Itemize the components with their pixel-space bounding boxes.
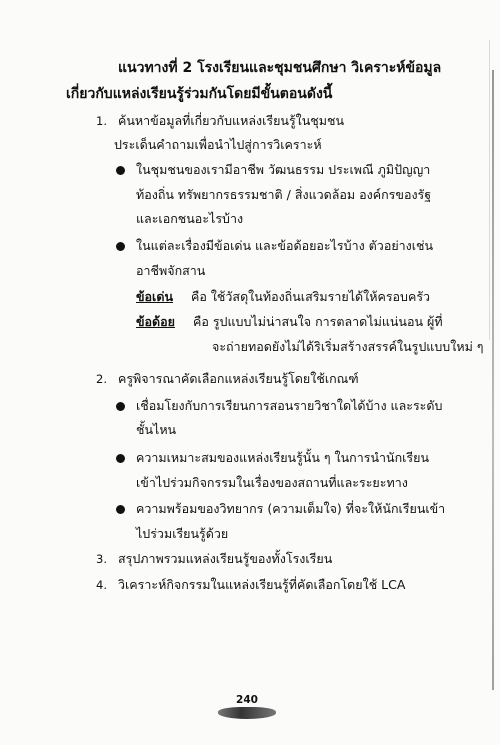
- item-number: 4.: [96, 578, 107, 592]
- bullet-line: ชั้นไหน: [136, 422, 177, 437]
- pros-label: ข้อเด่น: [136, 289, 173, 304]
- item-text: ครูพิจารณาคัดเลือกแหล่งเรียนรู้โดยใช้เกณฑ์: [117, 371, 359, 386]
- bullet-line: เข้าไปร่วมกิจกรรมในเรื่องของสถานที่และระยะทาง: [136, 475, 408, 490]
- item-text: วิเคราะห์กิจกรรมในแหล่งเรียนรู้ที่คัดเลือกโดยใช้ LCA: [117, 577, 406, 592]
- heading-line-1: แนวทางที่ 2 โรงเรียนและชุมชนศึกษา วิเคราะห์ข้อมูล: [118, 60, 442, 76]
- bullet-line: ความเหมาะสมของแหล่งเรียนรู้นั้น ๆ ในการนำนักเรียน: [136, 450, 430, 465]
- page-edge-line: [489, 40, 490, 340]
- bullet-icon: [116, 454, 125, 463]
- bullet-line: เชื่อมโยงกับการเรียนการสอนรายวิชาใดได้บ้าง และระดับ: [136, 398, 443, 413]
- item-3: [96, 551, 332, 567]
- bullet-line: และเอกชนอะไรบ้าง: [136, 211, 244, 226]
- item-1-continuation: ประเด็นคำถามเพื่อนำไปสู่การวิเคราะห์: [114, 137, 322, 152]
- bullet-icon: [116, 166, 125, 175]
- pros-text: คือ ใช้วัสดุในท้องถิ่นเสริมรายได้ให้ครอบครัว: [190, 289, 431, 304]
- item-number: 2.: [96, 372, 107, 386]
- bullet-icon: [116, 242, 125, 251]
- cons-row: [136, 314, 443, 330]
- page-number: 240: [236, 694, 258, 706]
- cons-label: ข้อด้อย: [136, 314, 176, 329]
- bullet-line: ไปร่วมเรียนรู้ด้วย: [136, 526, 229, 541]
- bullet-icon: [116, 505, 125, 514]
- page-edge-shadow: [492, 70, 494, 690]
- item-1: [96, 113, 344, 129]
- item-4: [96, 577, 405, 593]
- bullet-line: ท้องถิ่น ทรัพยากรธรรมชาติ / สิ่งแวดล้อม องค์กรของรัฐ: [136, 187, 432, 202]
- item-number: 3.: [96, 552, 107, 566]
- pros-row: [136, 289, 430, 305]
- cons-continuation: จะถ่ายทอดยังไม่ได้ริเริ่มสร้างสรรค์ในรูปแบบใหม่ ๆ: [212, 339, 484, 354]
- bullet-line: อาชีพจักสาน: [136, 263, 206, 278]
- page-footer: [212, 694, 282, 724]
- bullet-line: ความพร้อมของวิทยากร (ความเต็มใจ) ที่จะให้นักเรียนเข้า: [136, 501, 446, 516]
- item-text: ค้นหาข้อมูลที่เกี่ยวกับแหล่งเรียนรู้ในชุมชน: [117, 113, 345, 128]
- bullet-line: ในแต่ละเรื่องมีข้อเด่น และข้อด้อยอะไรบ้าง ตัวอย่างเช่น: [136, 238, 434, 253]
- bullet-line: ในชุมชนของเรามีอาชีพ วัฒนธรรม ประเพณี ภูมิปัญญา: [136, 162, 431, 177]
- publisher-logo-icon: [218, 707, 276, 719]
- item-number: 1.: [96, 114, 107, 128]
- item-2: [96, 371, 359, 387]
- bullet-icon: [116, 402, 125, 411]
- heading-line-2: เกี่ยวกับแหล่งเรียนรู้ร่วมกันโดยมีขั้นตอนดังนี้: [66, 86, 333, 102]
- cons-text: คือ รูปแบบไม่น่าสนใจ การตลาดไม่แน่นอน ผู้ที่: [193, 314, 443, 329]
- item-text: สรุปภาพรวมแหล่งเรียนรู้ของทั้งโรงเรียน: [117, 551, 333, 566]
